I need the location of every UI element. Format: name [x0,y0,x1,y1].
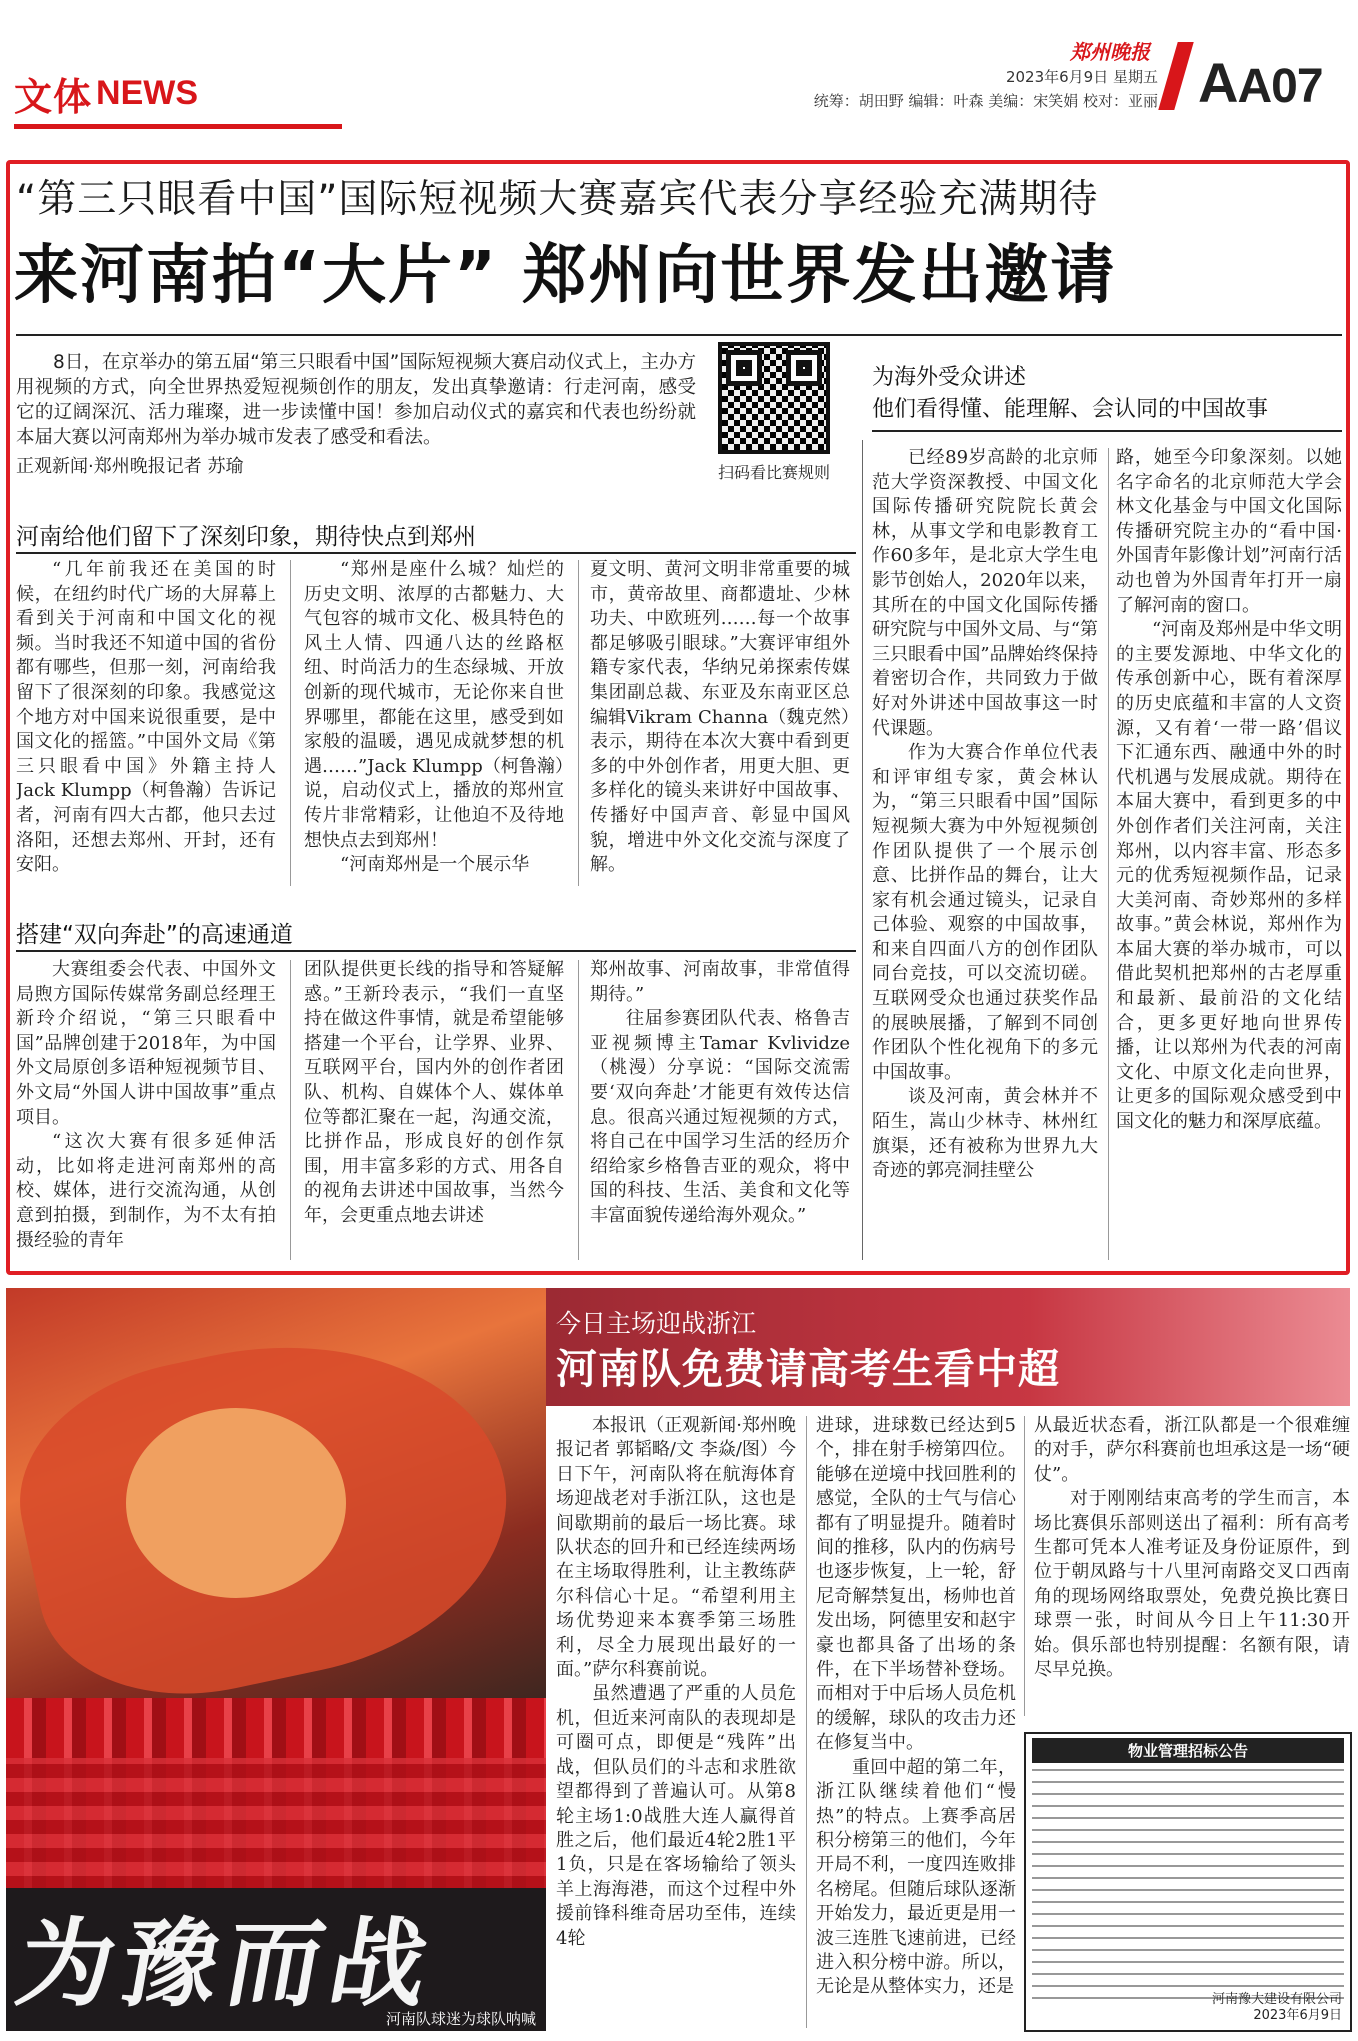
notice-date: 2023年6月9日 [1253,2008,1342,2023]
photo-caption: 河南队球迷为球队呐喊 [385,2010,536,2028]
paragraph: “郑州是座什么城？灿烂的历史文明、浓厚的古都魅力、大气包容的城市文化、极具特色的风土人情、四通八达的丝路枢纽、时尚活力的生态绿城、开放创新的现代城市，无论你来自世界哪里，都能在这里，感受到如家般的温暖，遇见成就梦想的机遇……”Jack Klumpp（柯鲁瀚）说，启动仪式上，播放的郑州宣传片非常精彩，让他迫不及待地想快点去到郑州！ [304,559,564,851]
paragraph: 大赛组委会代表、中国外文局煦方国际传媒常务副总经理王新玲介绍说，“第三只眼看中国”品牌创建于2018年，为中国外文局原创多语种短视频节目、外文局“外国人讲中国故事”重点项目。 [16,959,276,1128]
paragraph: 已经89岁高龄的北京师范大学资深教授、中国文化国际传播研究院院长黄会林，从事文学和电影教育工作60多年，是北京大学生电影节创始人，2020年以来，其所在的中国文化国际传播研究院与中国外文局、与“第三只眼看中国”品牌始终保持着密切合作，共同致力于做好对外讲述中国故事这一时代课题。 [872,447,1098,739]
column-divider [290,960,291,1260]
column-divider [806,1416,807,2028]
paragraph: 往届参赛团队代表、格鲁吉亚视频博主Tamar Kvlividze（桃漫）分享说：“国际交流需要‘双向奔赴’才能更有效传达信息。很高兴通过短视频的方式，将自己在中国学习生活的经历介绍给家乡格鲁吉亚的观众，将中国的科技、生活、美食和文化等丰富面貌传递给海外观众。” [590,1008,850,1226]
paragraph: “河南郑州是一个展示华 [340,854,530,876]
subhead-two-way: 搭建“双向奔赴”的高速通道 [16,922,293,948]
paragraph: 夏文明、黄河文明非常重要的城市，黄帝故里、商都遗址、少林功夫、中欧班列……每一个故事都足够吸引眼球。”大赛评审组外籍专家代表，华纳兄弟探索传媒集团副总裁、东亚及东南亚区总编辑Vikram Channa（魏克然）表示，期待在本次大赛中看到更多的中外创作者，用更大胆、更多样化的镜头来讲好中国故事、传播好中国声音、彰显中国风貌，增进中外文化交流与深度了解。 [590,559,850,876]
section-divider [862,440,863,1260]
section-title-en: NEWS [96,73,199,112]
paragraph: 从最近状态看，浙江队都是一个很难缠的对手，萨尔科赛前也坦承这是一场“硬仗”。 [1034,1415,1350,1485]
paragraph: 路，她至今印象深刻。以她名字命名的北京师范大学会林文化基金与中国文化国际传播研究院主办的“看中国·外国青年影像计划”河南行活动也曾为外国青年打开一扇了解河南的窗口。 [1116,447,1342,616]
article-column [304,558,564,888]
paragraph: 重回中超的第二年，浙江队继续着他们“慢热”的特点。上赛季高居积分榜第三的他们，今年开局不利，一度四连败排名榜尾。但随后球队逐渐开始发力，最近更是用一波三连胜飞速前进，已经进入积分榜中游。所以，无论是从整体实力，还是 [816,1756,1016,1998]
section-header [14,68,198,118]
fans-photo [6,1288,546,2031]
section-rule [14,124,342,129]
section-title-cn: 文体 [14,74,93,119]
top-story-lead: 8日，在京举办的第五届“第三只眼看中国”国际短视频大赛启动仪式上，主办方用视频的方式，向全世界热爱短视频创作的朋友，发出真挚邀请：行走河南，感受它的辽阔深沉、活力璀璨，进一步读懂中国！参加启动仪式的嘉宾和代表也纷纷就本届大赛以河南郑州为举办城市发表了感受和看法。 [16,352,696,448]
photo-slogan-banner: 为豫而战 [8,1908,445,2020]
paragraph: 本报讯（正观新闻·郑州晚报记者 郭韬略/文 李焱/图）今日下午，河南队将在航海体育场迎战老对手浙江队，这也是间歇期前的最后一场比赛。球队状态的回升和已经连续两场在主场取得胜利，让主教练萨尔科信心十足。“希望利用主场优势迎来本赛季第三场胜利，尽全力展现出最好的一面。”萨尔科赛前说。 [556,1415,796,1681]
article-column [872,446,1098,1264]
article-column [16,958,276,1262]
paragraph: 进球，进球数已经达到5个，排在射手榜第四位。能够在逆境中找回胜利的感觉，全队的士气与信心都有了明显提升。随着时间的推移，队内的伤病号也逐步恢复，上一轮，舒尼奇解禁复出，杨帅也首发出场，阿德里安和赵宇豪也都具备了出场的条件，在下半场替补登场。而相对于中后场人员危机的缓解，球队的攻击力还在修复当中。 [816,1415,1016,1754]
right-subhead-rule [872,430,1342,432]
article-column [1034,1414,1350,1724]
article-column [16,558,276,888]
property-tender-notice [1024,1732,1352,2032]
right-column-subhead [872,362,1342,426]
paragraph: 虽然遭遇了严重的人员危机，但近来河南队的表现却是可圈可点，即便是“残阵”出战，但队员们的斗志和求胜欲望都得到了普遍认可。从第8轮主场1:0战胜大连人赢得首胜之后，他们最近4轮2胜1平1负，只是在客场输给了领头羊上海海港，而这个过程中外援前锋科维奇居功至伟，连续4轮 [556,1683,796,1949]
header-slash-divider [1158,42,1193,110]
right-subhead-line-1: 为海外受众讲述 [872,365,1027,390]
page-letter: A [1198,51,1238,114]
article-column [1116,446,1342,1264]
column-divider [290,560,291,886]
column-divider [1024,1416,1025,1716]
issue-date: 2023年6月9日 星期五 [1005,68,1158,86]
column-divider [578,560,579,886]
subhead-2-rule [16,950,856,952]
paragraph: 郑州故事、河南故事，非常值得期待。” [590,959,850,1005]
notice-signature [1212,1992,1342,2024]
paragraph: 谈及河南，黄会林并不陌生，嵩山少林寺、林州红旗渠，还有被称为世界九大奇迹的郭亮洞挂壁公 [872,1086,1098,1182]
column-divider [578,960,579,1260]
top-story-kicker: “第三只眼看中国”国际短视频大赛嘉宾代表分享经验充满期待 [16,177,1099,222]
page-number-text: A07 [1237,60,1323,113]
paragraph: “这次大赛有很多延伸活动，比如将走进河南郑州的高校、媒体，进行交流沟通，从创意到拍摄，到制作，为不太有拍摄经验的青年 [16,1131,276,1251]
notice-title: 物业管理招标公告 [1032,1738,1344,1763]
article-column [590,558,850,888]
qr-caption: 扫码看比赛规则 [717,463,830,482]
newspaper-logo: 郑州晚报 [1070,40,1150,64]
column-divider [1108,448,1109,1260]
qr-code-icon[interactable] [718,342,830,454]
article-column [816,1414,1016,2032]
notice-company: 河南豫大建设有限公司 [1211,1992,1342,2007]
paragraph: 团队提供更长线的指导和答疑解惑。”王新玲表示，“我们一直坚持在做这件事情，就是希望能够搭建一个平台，让学界、业界、互联网平台，国内外的创作者团队、机构、自媒体个人、媒体单位等都汇聚在一起，沟通交流，比拼作品，形成良好的创作氛围，用丰富多彩的方式、用各自的视角去讲述中国故事，当然今年，会更重点地去讲述 [304,959,564,1226]
article-column [590,958,850,1262]
headline-rule [16,334,1342,336]
lower-story-headline: 河南队免费请高考生看中超 [556,1345,1060,1393]
notice-body [1032,1769,1344,2009]
subhead-1-rule [16,552,856,554]
top-story-byline: 正观新闻·郑州晚报记者 苏瑜 [16,456,244,477]
paragraph: “几年前我还在美国的时候，在纽约时代广场的大屏幕上看到关于河南和中国文化的视频。当时我还不知道中国的省份都有哪些，但那一刻，河南给我留下了很深刻的印象。我感觉这个地方对中国来说很重要，是中国文化的摇篮。”中国外文局《第三只眼看中国》外籍主持人 Jack Klumpp（柯鲁瀚）告诉记者，河南有四大古都，他只去过洛阳，还想去郑州、开封，还有安阳。 [16,559,276,876]
article-column [304,958,564,1262]
lower-story-kicker: 今日主场迎战浙江 [556,1309,757,1338]
right-subhead-line-2: 他们看得懂、能理解、会认同的中国故事 [872,397,1269,422]
paragraph: 对于刚刚结束高考的学生而言，本场比赛俱乐部则送出了福利：所有高考生都可凭本人准考证及身份证原件，到位于朝凤路与十八里河南路交叉口西南角的现场网络取票处，免费兑换比赛日球票一张，时间从今日上午11:30开始。俱乐部也特别提醒：名额有限，请尽早兑换。 [1034,1488,1350,1681]
page-number [1198,50,1323,115]
article-column [556,1414,796,2032]
staff-credits: 统筹：胡田野 编辑：叶森 美编：宋笑娟 校对：亚丽 [813,92,1158,110]
subhead-impression: 河南给他们留下了深刻印象，期待快点到郑州 [16,524,476,550]
paragraph: 作为大赛合作单位代表和评审组专家，黄会林认为，“第三只眼看中国”国际短视频大赛为中外短视频创作团队提供了一个展示创意、比拼作品的舞台，让大家有机会通过镜头，记录自己体验、观察的中国故事，和来自四面八方的创作团队同台竞技，可以交流切磋。互联网受众也通过获奖作品的展映展播，了解到不同创作团队个性化视角下的多元中国故事。 [872,742,1098,1083]
paragraph: “河南及郑州是中华文明的主要发源地、中华文化的传承创新中心，既有着深厚的历史底蕴和丰富的人文资源，又有着‘一带一路’倡议下汇通东西、融通中外的时代机遇与发展成就。期待在本届大赛中，看到更多的中外创作者们关注河南，关注郑州，以内容丰富、形态多元的优秀短视频作品，记录大美河南、奇妙郑州的多样故事。”黄会林说，郑州作为本届大赛的举办城市，可以借此契机把郑州的古老厚重和最新、最前沿的文化结合，更多更好地向世界传播，让以郑州为代表的河南文化、中原文化走向世界，让更多的国际观众感受到中国文化的魅力和深厚底蕴。 [1116,619,1342,1133]
top-story-headline: 来河南拍“大片” 郑州向世界发出邀请 [14,239,1117,313]
